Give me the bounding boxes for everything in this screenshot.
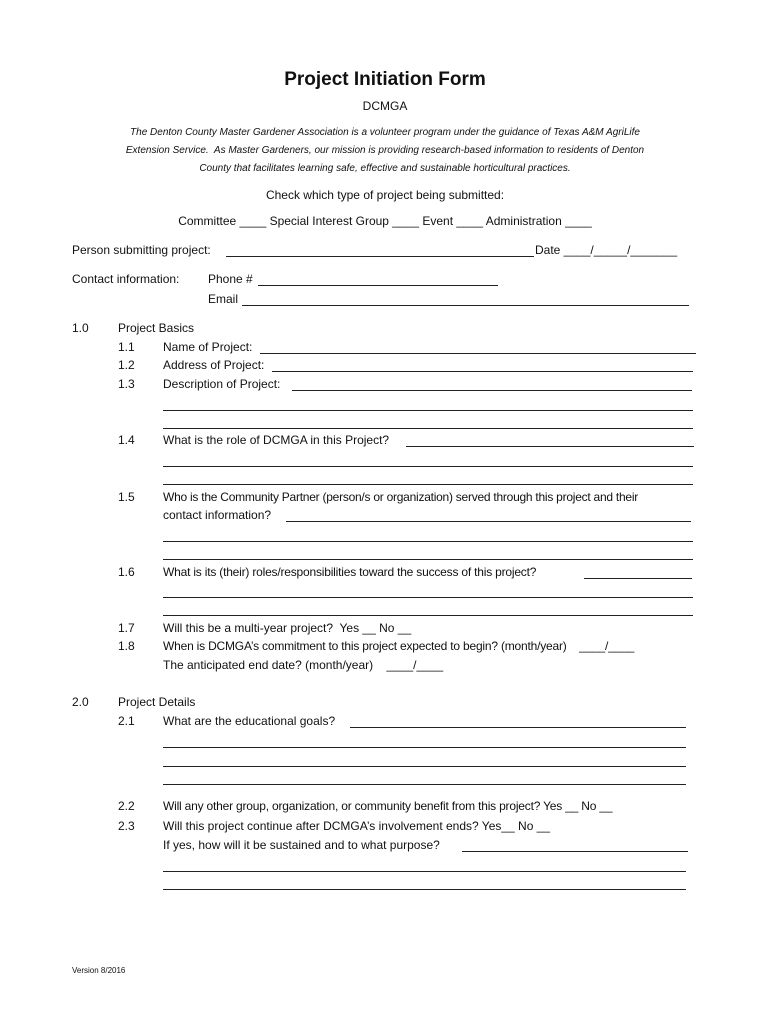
item-number: 2.2	[118, 799, 135, 813]
item-number: 1.7	[118, 621, 135, 635]
version-footer: Version 8/2016	[72, 966, 126, 975]
form-title: Project Initiation Form	[284, 69, 486, 90]
answer-line[interactable]	[163, 428, 693, 429]
answer-line[interactable]	[584, 578, 692, 579]
item-number: 2.1	[118, 714, 135, 728]
item-question: What are the educational goals?	[163, 714, 336, 728]
item-question: What is the role of DCMGA in this Project?	[163, 433, 390, 447]
date-field[interactable]: Date ____/_____/_______	[535, 243, 678, 257]
contact-information-label: Contact information:	[72, 272, 180, 286]
email-field[interactable]	[242, 305, 689, 306]
answer-line[interactable]	[462, 851, 688, 852]
item-question[interactable]: Will this be a multi-year project? Yes __ No __	[163, 621, 412, 635]
item-number: 1.8	[118, 639, 135, 653]
answer-line[interactable]	[163, 747, 686, 748]
item-question[interactable]: Will any other group, organization, or community benefit from this project? Yes __ No __	[163, 799, 613, 813]
item-question: Name of Project:	[163, 340, 253, 354]
section-number: 1.0	[72, 321, 89, 335]
item-number: 1.3	[118, 377, 135, 391]
mission-line: The Denton County Master Gardener Association is a volunteer program under the guidance of Texas A&M AgriLife	[130, 127, 640, 138]
item-question-continued: If yes, how will it be sustained and to what purpose?	[163, 838, 440, 852]
person-submitting-field[interactable]	[226, 256, 534, 257]
section-title: Project Details	[118, 695, 196, 709]
answer-line[interactable]	[163, 484, 693, 485]
answer-line[interactable]	[350, 727, 686, 728]
person-submitting-label: Person submitting project:	[72, 243, 211, 257]
item-question-continued[interactable]: The anticipated end date? (month/year) ____/____	[163, 658, 444, 672]
answer-line[interactable]	[163, 615, 693, 616]
answer-line[interactable]	[163, 541, 693, 542]
item-number: 1.6	[118, 565, 135, 579]
section-number: 2.0	[72, 695, 89, 709]
organization-name: DCMGA	[362, 99, 408, 113]
phone-label: Phone #	[208, 272, 253, 286]
answer-line[interactable]	[163, 410, 693, 411]
section-title: Project Basics	[118, 321, 195, 335]
email-label: Email	[208, 292, 239, 306]
answer-line[interactable]	[163, 559, 693, 560]
answer-line[interactable]	[286, 521, 691, 522]
answer-line[interactable]	[163, 597, 693, 598]
answer-line[interactable]	[163, 871, 686, 872]
item-question: What is its (their) roles/responsibilities toward the success of this project?	[163, 565, 537, 579]
answer-line[interactable]	[272, 371, 693, 372]
item-number: 1.2	[118, 358, 135, 372]
answer-line[interactable]	[292, 390, 692, 391]
mission-line: County that facilitates learning safe, effective and sustainable horticultural practices.	[199, 163, 571, 174]
item-number: 1.5	[118, 490, 135, 504]
item-question: Address of Project:	[163, 358, 265, 372]
item-number: 1.4	[118, 433, 135, 447]
item-question-continued: contact information?	[163, 508, 272, 522]
project-type-options[interactable]: Committee ____ Special Interest Group ____ Event ____ Administration ____	[178, 214, 592, 228]
item-question[interactable]: When is DCMGA’s commitment to this project expected to begin? (month/year) ____/____	[163, 639, 635, 653]
item-question: Who is the Community Partner (person/s or organization) served through this project and their	[163, 490, 638, 504]
item-question: Description of Project:	[163, 377, 281, 391]
item-number: 1.1	[118, 340, 135, 354]
item-question[interactable]: Will this project continue after DCMGA’s involvement ends? Yes__ No __	[163, 819, 551, 833]
answer-line[interactable]	[163, 784, 686, 785]
answer-line[interactable]	[260, 353, 696, 354]
answer-line[interactable]	[163, 766, 686, 767]
mission-line: Extension Service. As Master Gardeners, our mission is providing research-based information to residents of Denton	[125, 145, 645, 156]
phone-field[interactable]	[258, 285, 498, 286]
answer-line[interactable]	[163, 889, 686, 890]
answer-line[interactable]	[163, 466, 693, 467]
project-type-prompt: Check which type of project being submitted:	[265, 188, 505, 202]
item-number: 2.3	[118, 819, 135, 833]
answer-line[interactable]	[406, 446, 694, 447]
